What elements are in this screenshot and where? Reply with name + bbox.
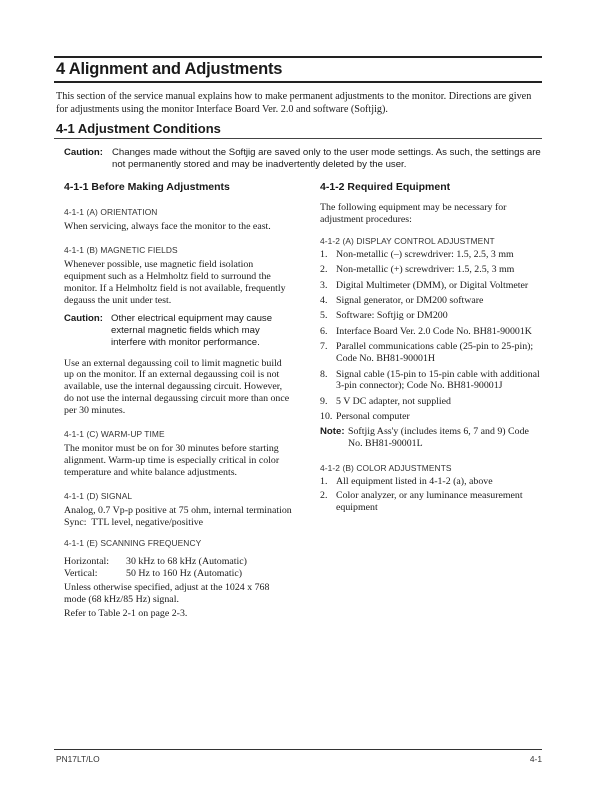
list-item-text: Color analyzer, or any luminance measurement equipment bbox=[336, 489, 523, 513]
list-item-text: All equipment listed in 4-1-2 (a), above bbox=[336, 476, 493, 487]
caution-text: Changes made without the Softjig are saved only to the user mode settings. As such, the settings are not permanently stored and may be inadvertently deleted by the user. bbox=[112, 147, 541, 170]
equipment-note bbox=[320, 426, 542, 450]
scanning-label: 4-1-1 (E) SCANNING FREQUENCY bbox=[64, 537, 202, 548]
section-rule bbox=[54, 138, 542, 139]
list-item bbox=[320, 280, 542, 292]
list-item bbox=[320, 490, 542, 514]
list-item bbox=[320, 411, 542, 423]
list-item-text: Non-metallic (+) screwdriver: 1.5, 2.5, 3 mm bbox=[336, 264, 515, 276]
warmup-text: The monitor must be on for 30 minutes before starting alignment. Warm-up time is especially critical in color temperature and white balance adjustments. bbox=[64, 443, 280, 478]
horizontal-value: 30 kHz to 68 kHz (Automatic) bbox=[126, 555, 247, 567]
note-label: Note: bbox=[320, 426, 345, 438]
signal-label: 4-1-1 (D) SIGNAL bbox=[64, 490, 133, 501]
signal-line-2: Sync: TTL level, negative/positive bbox=[64, 516, 204, 528]
list-item bbox=[320, 326, 542, 338]
orientation-label: 4-1-1 (A) ORIENTATION bbox=[64, 207, 158, 217]
caution-label: Caution: bbox=[64, 147, 103, 158]
equipment-intro: The following equipment may be necessary for adjustment procedures: bbox=[320, 202, 507, 225]
chapter-title: 4 Alignment and Adjustments bbox=[56, 60, 283, 78]
footer-rule bbox=[54, 749, 542, 750]
magnetic-text: Whenever possible, use magnetic field isolation equipment such as a Helmholtz field to surround the monitor. If a Helmholtz field is not available, frequently degauss the unit under test. bbox=[64, 258, 286, 306]
list-item-number: 9. bbox=[320, 395, 328, 407]
list-item-number: 3. bbox=[320, 279, 328, 291]
note-text: Softjig Ass'y (includes items 6, 7 and 9) Code No. BH81-90001L bbox=[348, 426, 529, 450]
list-item-number: 1. bbox=[320, 476, 328, 487]
section-title: 4-1 Adjustment Conditions bbox=[56, 121, 221, 136]
scanning-text: Unless otherwise specified, adjust at the 1024 x 768 mode (68 kHz/85 Hz) signal. bbox=[64, 581, 270, 605]
list-item-number: 1. bbox=[320, 248, 328, 260]
list-item-number: 7. bbox=[320, 341, 328, 353]
list-item-number: 10. bbox=[320, 411, 333, 423]
color-equipment-list bbox=[320, 476, 542, 514]
left-heading: 4-1-1 Before Making Adjustments bbox=[64, 181, 230, 193]
magnetic-caution-label: Caution: bbox=[64, 312, 103, 324]
list-item bbox=[320, 369, 542, 393]
chapter-intro: This section of the service manual explains how to make permanent adjustments to the monitor. Directions are given for adjustments using the monitor Interface Board Ver. 2.0 and software (Softjig). bbox=[56, 91, 532, 115]
orientation-text: When servicing, always face the monitor to the east. bbox=[64, 221, 271, 232]
vertical-key: Vertical: bbox=[64, 567, 98, 579]
display-control-label: 4-1-2 (A) DISPLAY CONTROL ADJUSTMENT bbox=[320, 235, 495, 246]
list-item-number: 6. bbox=[320, 325, 328, 337]
scanning-horizontal bbox=[64, 556, 292, 568]
section-caution bbox=[64, 147, 542, 171]
list-item bbox=[320, 249, 542, 261]
list-item-number: 2. bbox=[320, 489, 328, 501]
warmup-label: 4-1-1 (C) WARM-UP TIME bbox=[64, 429, 165, 440]
footer-model: PN17LT/LO bbox=[56, 754, 100, 764]
magnetic-caution bbox=[64, 313, 292, 349]
list-item-text: Non-metallic (–) screwdriver: 1.5, 2.5, 3 mm bbox=[336, 248, 514, 260]
color-adjust-label: 4-1-2 (B) COLOR ADJUSTMENTS bbox=[320, 463, 452, 473]
right-column bbox=[320, 181, 542, 514]
scanning-ref: Refer to Table 2-1 on page 2-3. bbox=[64, 608, 188, 620]
list-item bbox=[320, 295, 542, 307]
list-item-text: Interface Board Ver. 2.0 Code No. BH81-90001K bbox=[336, 325, 532, 337]
scanning-vertical bbox=[64, 568, 292, 580]
list-item-text: Software: Softjig or DM200 bbox=[336, 310, 448, 322]
list-item-number: 5. bbox=[320, 310, 328, 322]
footer-page-number: 4-1 bbox=[529, 754, 542, 764]
list-item-text: Parallel communications cable (25-pin to 25-pin); Code No. BH81-90001H bbox=[336, 341, 534, 365]
chapter-bottom-rule bbox=[54, 81, 542, 83]
horizontal-key: Horizontal: bbox=[64, 555, 109, 567]
signal-line-1: Analog, 0.7 Vp-p positive at 75 ohm, internal termination bbox=[64, 504, 292, 516]
list-item bbox=[320, 264, 542, 276]
list-item-number: 2. bbox=[320, 264, 328, 276]
list-item-text: 5 V DC adapter, not supplied bbox=[336, 395, 451, 407]
vertical-value: 50 Hz to 160 Hz (Automatic) bbox=[126, 567, 243, 579]
list-item-text: Signal generator, or DM200 software bbox=[336, 295, 484, 307]
list-item bbox=[320, 476, 542, 488]
list-item-text: Personal computer bbox=[336, 411, 410, 423]
list-item-text: Signal cable (15-pin to 15-pin cable with additional 3-pin connector); Code No. BH81-90001J bbox=[336, 368, 540, 392]
list-item bbox=[320, 396, 542, 408]
list-item bbox=[320, 310, 542, 322]
list-item-number: 8. bbox=[320, 368, 328, 380]
left-column bbox=[64, 181, 292, 620]
right-heading: 4-1-2 Required Equipment bbox=[320, 181, 451, 193]
equipment-list bbox=[320, 249, 542, 423]
list-item-text: Digital Multimeter (DMM), or Digital Voltmeter bbox=[336, 279, 529, 291]
list-item-number: 4. bbox=[320, 295, 328, 307]
degauss-text: Use an external degaussing coil to limit magnetic build up on the monitor. If an external degaussing coil is not available, use the internal degaussing circuit. However, do not use the internal degaussing circuit more than once per 30 minutes. bbox=[64, 357, 290, 417]
chapter-top-rule bbox=[54, 56, 542, 58]
magnetic-caution-text: Other electrical equipment may cause external magnetic fields which may interfere with monitor performance. bbox=[111, 312, 273, 348]
magnetic-label: 4-1-1 (B) MAGNETIC FIELDS bbox=[64, 244, 178, 255]
list-item bbox=[320, 341, 542, 365]
